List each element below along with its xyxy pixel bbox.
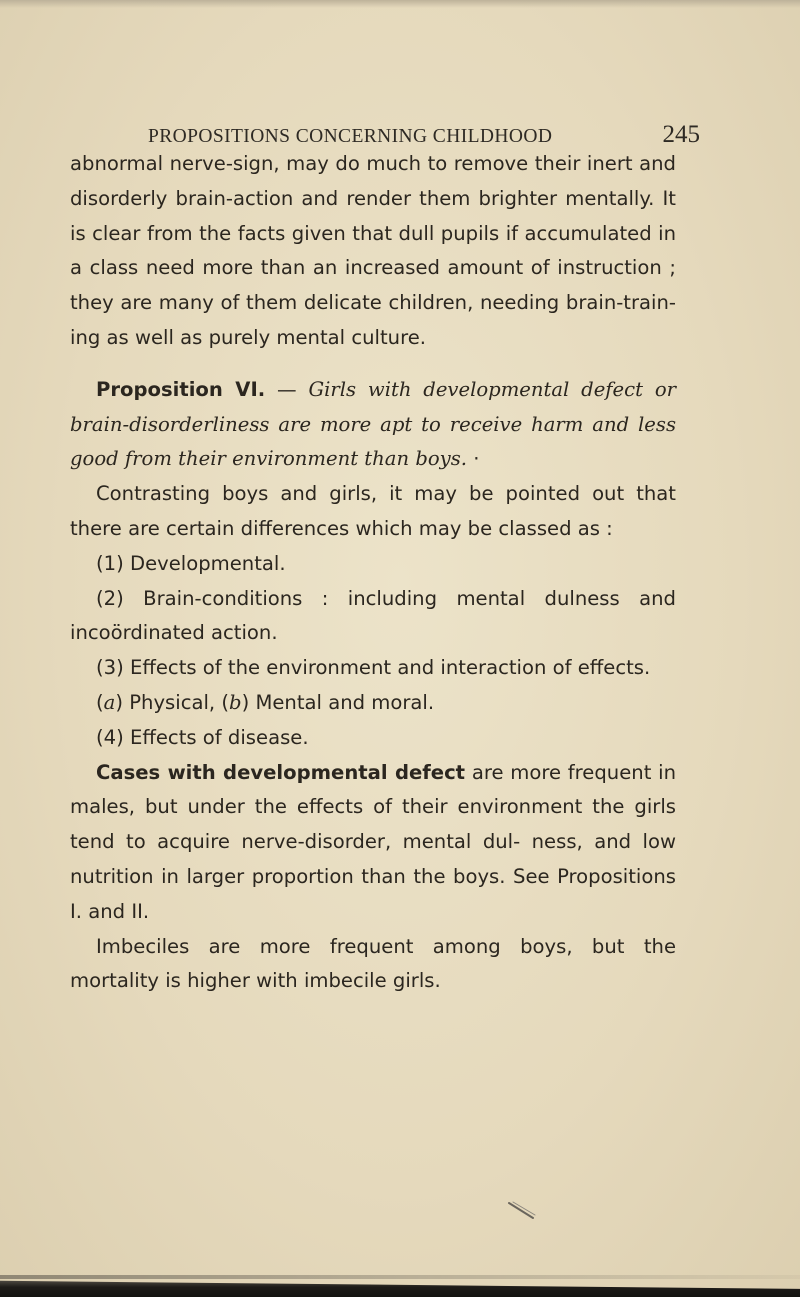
bottom-page-edge [0,1279,800,1297]
proposition-statement: Girls with developmental defect or brain-disorderliness are more apt to receive harm and less good from their environment than boys. [70,377,676,471]
list-item-4: (4) Effects of disease. [96,725,309,749]
proposition-heading [70,373,676,477]
paragraph-imbeciles: Imbeciles are more frequent among boys, but the mortality is higher with imbecile girls. [70,934,676,993]
paragraph-contrasting: Contrasting boys and girls, it may be pointed out that there are certain differences which may be classed as : [70,482,676,540]
bottom-shadow [0,1275,800,1279]
paragraph-cases [70,756,676,930]
sub-b-letter: b [229,690,242,714]
running-title: PROPOSITIONS CONCERNING CHILDHOOD [148,126,553,147]
stray-pencil-mark [507,1200,541,1222]
cases-rest: are more frequent in males, but under the effects of their environment the girls tend to acquire nerve-disorder, mental dul- ness, and low nutrition in larger proportion than the boys. See Propositions I. and II. [70,760,676,923]
paragraph-continuation: abnormal nerve-sign, may do much to remove their inert and disorderly brain-action and render them brighter mentally. It is clear from the facts given that dull pupils if accumulated in a class need more than an increased amount of instruction ; they are many of them delicate children, needing brain-train- ing as well as purely mental culture. [70,152,676,349]
top-page-edge [0,0,800,8]
proposition-tail-mark: · [467,447,480,471]
list-item-2: (2) Brain-conditions : including mental dulness and incoördinated action. [70,586,676,645]
list-item-1: (1) Developmental. [96,551,286,575]
sub-a-letter: a [103,690,116,714]
proposition-dash: — [265,377,309,401]
sub-a-open: ( [96,690,104,714]
sub-a-text: ) Physical, [115,690,222,714]
page-body [70,147,676,999]
list-item-3: (3) Effects of the environment and interaction of effects. [96,656,651,680]
list-item-3-sub [70,686,676,721]
cases-lead: Cases with developmental defect [96,760,466,784]
proposition-label: Proposition VI. [96,377,266,401]
sub-b-open: ( [221,690,230,714]
sub-b-text: ) Mental and moral. [241,690,435,714]
page-number: 245 [662,121,700,148]
